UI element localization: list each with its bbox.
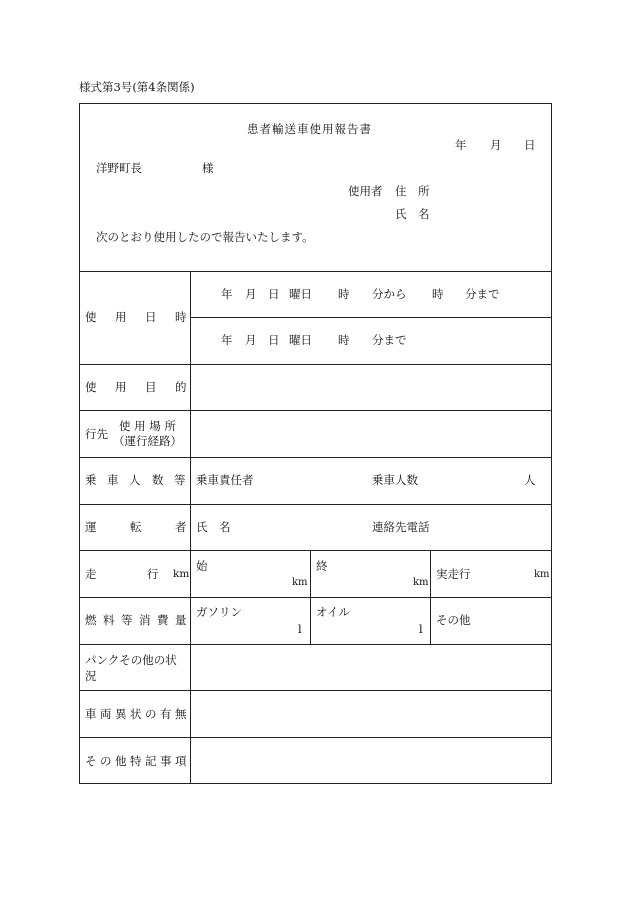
separator-datetime	[79, 364, 552, 365]
subcolumn-divider-2	[430, 550, 431, 644]
puncture-field[interactable]	[200, 657, 540, 677]
driver-phone-label: 連絡先電話	[372, 520, 430, 534]
report-title: 患者輸送車使用報告書	[247, 122, 372, 136]
purpose-field[interactable]	[200, 378, 540, 398]
mileage-end-label: 終	[316, 559, 328, 573]
passenger-count-unit: 人	[524, 473, 536, 487]
separator-passengers	[79, 504, 552, 505]
separator-abnormality	[79, 737, 552, 738]
passenger-count-label: 乗車人数	[372, 473, 418, 487]
subcolumn-divider-1	[310, 550, 311, 644]
separator-puncture	[79, 690, 552, 691]
user-address-label: 住 所	[395, 184, 430, 198]
other-notes-field[interactable]	[200, 750, 540, 770]
date-day-label: 日	[524, 138, 536, 152]
fuel-oil-label: オイル	[316, 605, 350, 619]
addressee-suffix: 様	[202, 161, 214, 175]
addressee: 洋野町長	[96, 161, 142, 175]
separator-header	[79, 271, 552, 272]
separator-fuel	[79, 644, 552, 645]
label-destination-line2: （運行経路）	[113, 434, 182, 448]
report-statement: 次のとおり使用したので報告いたします。	[96, 230, 314, 244]
mileage-start-unit: km	[292, 577, 308, 588]
separator-driver	[79, 550, 552, 551]
fuel-oil-unit: l	[419, 622, 423, 636]
mileage-start-label: 始	[196, 559, 208, 573]
separator-mileage	[79, 597, 552, 598]
label-puncture-line2: 況	[85, 669, 97, 683]
user-label: 使用者	[348, 184, 383, 198]
separator-destination	[79, 457, 552, 458]
driver-name-label: 氏 名	[196, 520, 231, 534]
date-month-label: 月	[490, 138, 502, 152]
fuel-gasoline-label: ガソリン	[196, 605, 242, 619]
date-year-label: 年	[455, 138, 467, 152]
destination-field[interactable]	[200, 424, 540, 444]
label-column-divider	[190, 271, 191, 784]
fuel-gasoline-unit: l	[298, 622, 302, 636]
fuel-other-label: その他	[436, 613, 471, 627]
separator-purpose	[79, 410, 552, 411]
form-number: 様式第3号(第4条関係)	[79, 80, 195, 94]
abnormality-field[interactable]	[200, 704, 540, 724]
mileage-actual-unit: km	[534, 569, 550, 580]
passenger-responsible-label: 乗車責任者	[196, 473, 254, 487]
user-name-label: 氏 名	[395, 207, 430, 221]
label-destination-line1: 使 用 場 所	[119, 419, 176, 433]
label-puncture-line1: パンクその他の状	[85, 653, 177, 667]
mileage-end-unit: km	[413, 577, 429, 588]
label-destination-prefix: 行先	[85, 427, 108, 441]
mileage-actual-label: 実走行	[436, 567, 471, 581]
separator-datetime-mid	[190, 317, 552, 318]
